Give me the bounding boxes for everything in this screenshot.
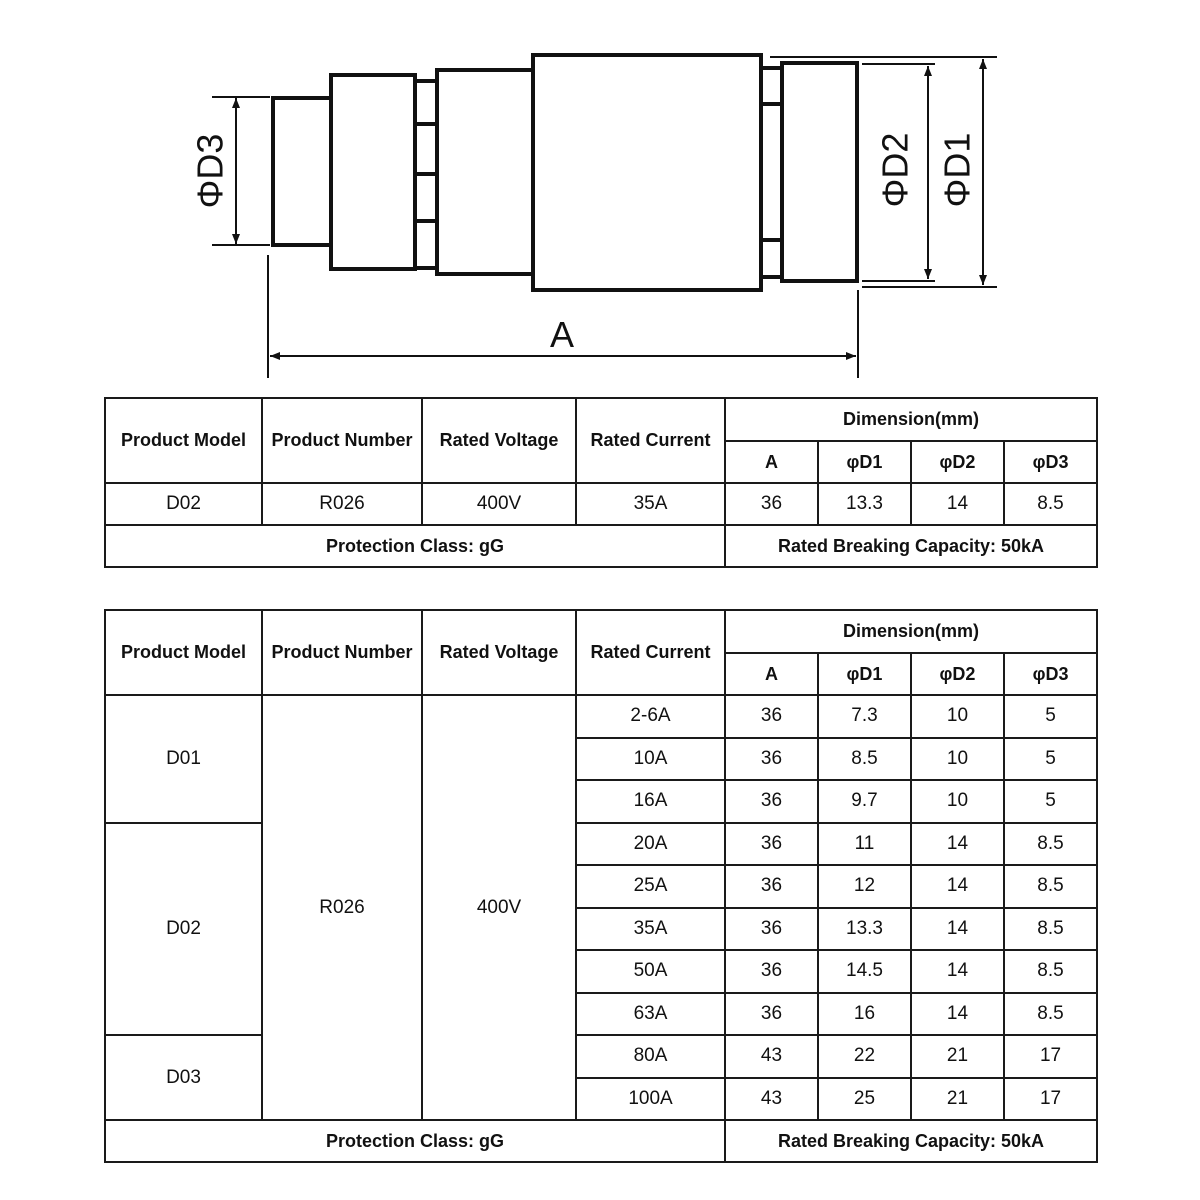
cell-d1: 25	[818, 1078, 911, 1121]
cell-d1: 7.3	[818, 695, 911, 738]
header-rated-voltage: Rated Voltage	[422, 398, 576, 483]
cell-model: D03	[105, 1035, 262, 1120]
cell-a: 36	[725, 780, 818, 823]
cell-d2: 14	[911, 865, 1004, 908]
cell-number: R026	[262, 483, 422, 525]
cell-d1: 8.5	[818, 738, 911, 781]
cell-d1: 14.5	[818, 950, 911, 993]
header-dimension: Dimension(mm)	[725, 610, 1097, 653]
spec-table-single	[104, 397, 1098, 568]
cell-d1: 9.7	[818, 780, 911, 823]
cell-d1: 11	[818, 823, 911, 866]
header-d2: φD2	[911, 441, 1004, 483]
cell-d3: 8.5	[1004, 993, 1097, 1036]
right-ring-3	[761, 240, 782, 277]
a-label: A	[549, 314, 575, 355]
cell-d2: 14	[911, 950, 1004, 993]
header-d1: φD1	[818, 653, 911, 695]
cell-d1: 12	[818, 865, 911, 908]
right-end-cap	[782, 63, 857, 281]
cell-d3: 8.5	[1004, 950, 1097, 993]
cell-model: D02	[105, 483, 262, 525]
left-ring-3	[415, 174, 437, 221]
cell-d3: 5	[1004, 695, 1097, 738]
cell-current: 20A	[576, 823, 725, 866]
header-d2: φD2	[911, 653, 1004, 695]
main-body	[533, 55, 761, 290]
cell-d3: 17	[1004, 1078, 1097, 1121]
right-ring-1	[761, 68, 782, 104]
table-row	[105, 695, 1097, 738]
header-product-model: Product Model	[105, 610, 262, 695]
protection-class: Protection Class: gG	[105, 1120, 725, 1162]
left-collar	[331, 75, 415, 269]
cell-d3: 5	[1004, 780, 1097, 823]
left-ring-2	[415, 124, 437, 174]
inner-sleeve	[437, 70, 533, 274]
header-rated-voltage: Rated Voltage	[422, 610, 576, 695]
cell-d3: 8.5	[1004, 483, 1097, 525]
cell-current: 80A	[576, 1035, 725, 1078]
cell-a: 36	[725, 993, 818, 1036]
cell-model: D01	[105, 695, 262, 823]
header-d3: φD3	[1004, 653, 1097, 695]
cell-d2: 14	[911, 908, 1004, 951]
cell-d2: 21	[911, 1035, 1004, 1078]
header-rated-current: Rated Current	[576, 610, 725, 695]
cell-a: 43	[725, 1035, 818, 1078]
cell-d1: 22	[818, 1035, 911, 1078]
fuse-body	[273, 55, 857, 290]
header-dimension: Dimension(mm)	[725, 398, 1097, 441]
header-d1: φD1	[818, 441, 911, 483]
cell-a: 36	[725, 908, 818, 951]
header-product-number: Product Number	[262, 610, 422, 695]
table-footer	[105, 525, 1097, 567]
cell-voltage: 400V	[422, 483, 576, 525]
cell-a: 36	[725, 823, 818, 866]
cell-voltage: 400V	[422, 695, 576, 1120]
cell-current: 2-6A	[576, 695, 725, 738]
cell-number: R026	[262, 695, 422, 1120]
header-d3: φD3	[1004, 441, 1097, 483]
cell-d2: 14	[911, 823, 1004, 866]
fuse-dimension-drawing	[0, 0, 1200, 392]
d1-label: ΦD1	[936, 132, 978, 208]
left-ring-4	[415, 221, 437, 268]
cell-current: 100A	[576, 1078, 725, 1121]
breaking-capacity: Rated Breaking Capacity: 50kA	[725, 525, 1097, 567]
cell-d2: 21	[911, 1078, 1004, 1121]
breaking-capacity: Rated Breaking Capacity: 50kA	[725, 1120, 1097, 1162]
cell-d1: 13.3	[818, 483, 911, 525]
d2-label: ΦD2	[874, 132, 916, 208]
cell-current: 63A	[576, 993, 725, 1036]
cell-a: 36	[725, 695, 818, 738]
cell-d2: 14	[911, 483, 1004, 525]
table-row	[105, 483, 1097, 525]
header-product-model: Product Model	[105, 398, 262, 483]
cell-d2: 10	[911, 780, 1004, 823]
cell-d1: 13.3	[818, 908, 911, 951]
cell-a: 36	[725, 483, 818, 525]
header-rated-current: Rated Current	[576, 398, 725, 483]
right-ring-2	[761, 104, 782, 240]
d3-label: ΦD3	[189, 133, 231, 209]
cell-a: 36	[725, 738, 818, 781]
cell-d1: 16	[818, 993, 911, 1036]
cell-d3: 5	[1004, 738, 1097, 781]
table-footer	[105, 1120, 1097, 1162]
header-a: A	[725, 653, 818, 695]
left-end-cap	[273, 98, 331, 245]
cell-d3: 8.5	[1004, 908, 1097, 951]
cell-d3: 8.5	[1004, 865, 1097, 908]
left-ring-1	[415, 81, 437, 124]
header-product-number: Product Number	[262, 398, 422, 483]
header-a: A	[725, 441, 818, 483]
cell-d3: 17	[1004, 1035, 1097, 1078]
cell-d3: 8.5	[1004, 823, 1097, 866]
table-row	[105, 1035, 1097, 1078]
cell-current: 50A	[576, 950, 725, 993]
cell-current: 35A	[576, 483, 725, 525]
cell-a: 36	[725, 865, 818, 908]
cell-current: 10A	[576, 738, 725, 781]
protection-class: Protection Class: gG	[105, 525, 725, 567]
spec-table-full	[104, 609, 1098, 1163]
cell-d2: 14	[911, 993, 1004, 1036]
cell-d2: 10	[911, 738, 1004, 781]
cell-current: 25A	[576, 865, 725, 908]
cell-a: 43	[725, 1078, 818, 1121]
cell-model: D02	[105, 823, 262, 1036]
cell-current: 35A	[576, 908, 725, 951]
cell-current: 16A	[576, 780, 725, 823]
cell-a: 36	[725, 950, 818, 993]
table-row	[105, 823, 1097, 866]
cell-d2: 10	[911, 695, 1004, 738]
